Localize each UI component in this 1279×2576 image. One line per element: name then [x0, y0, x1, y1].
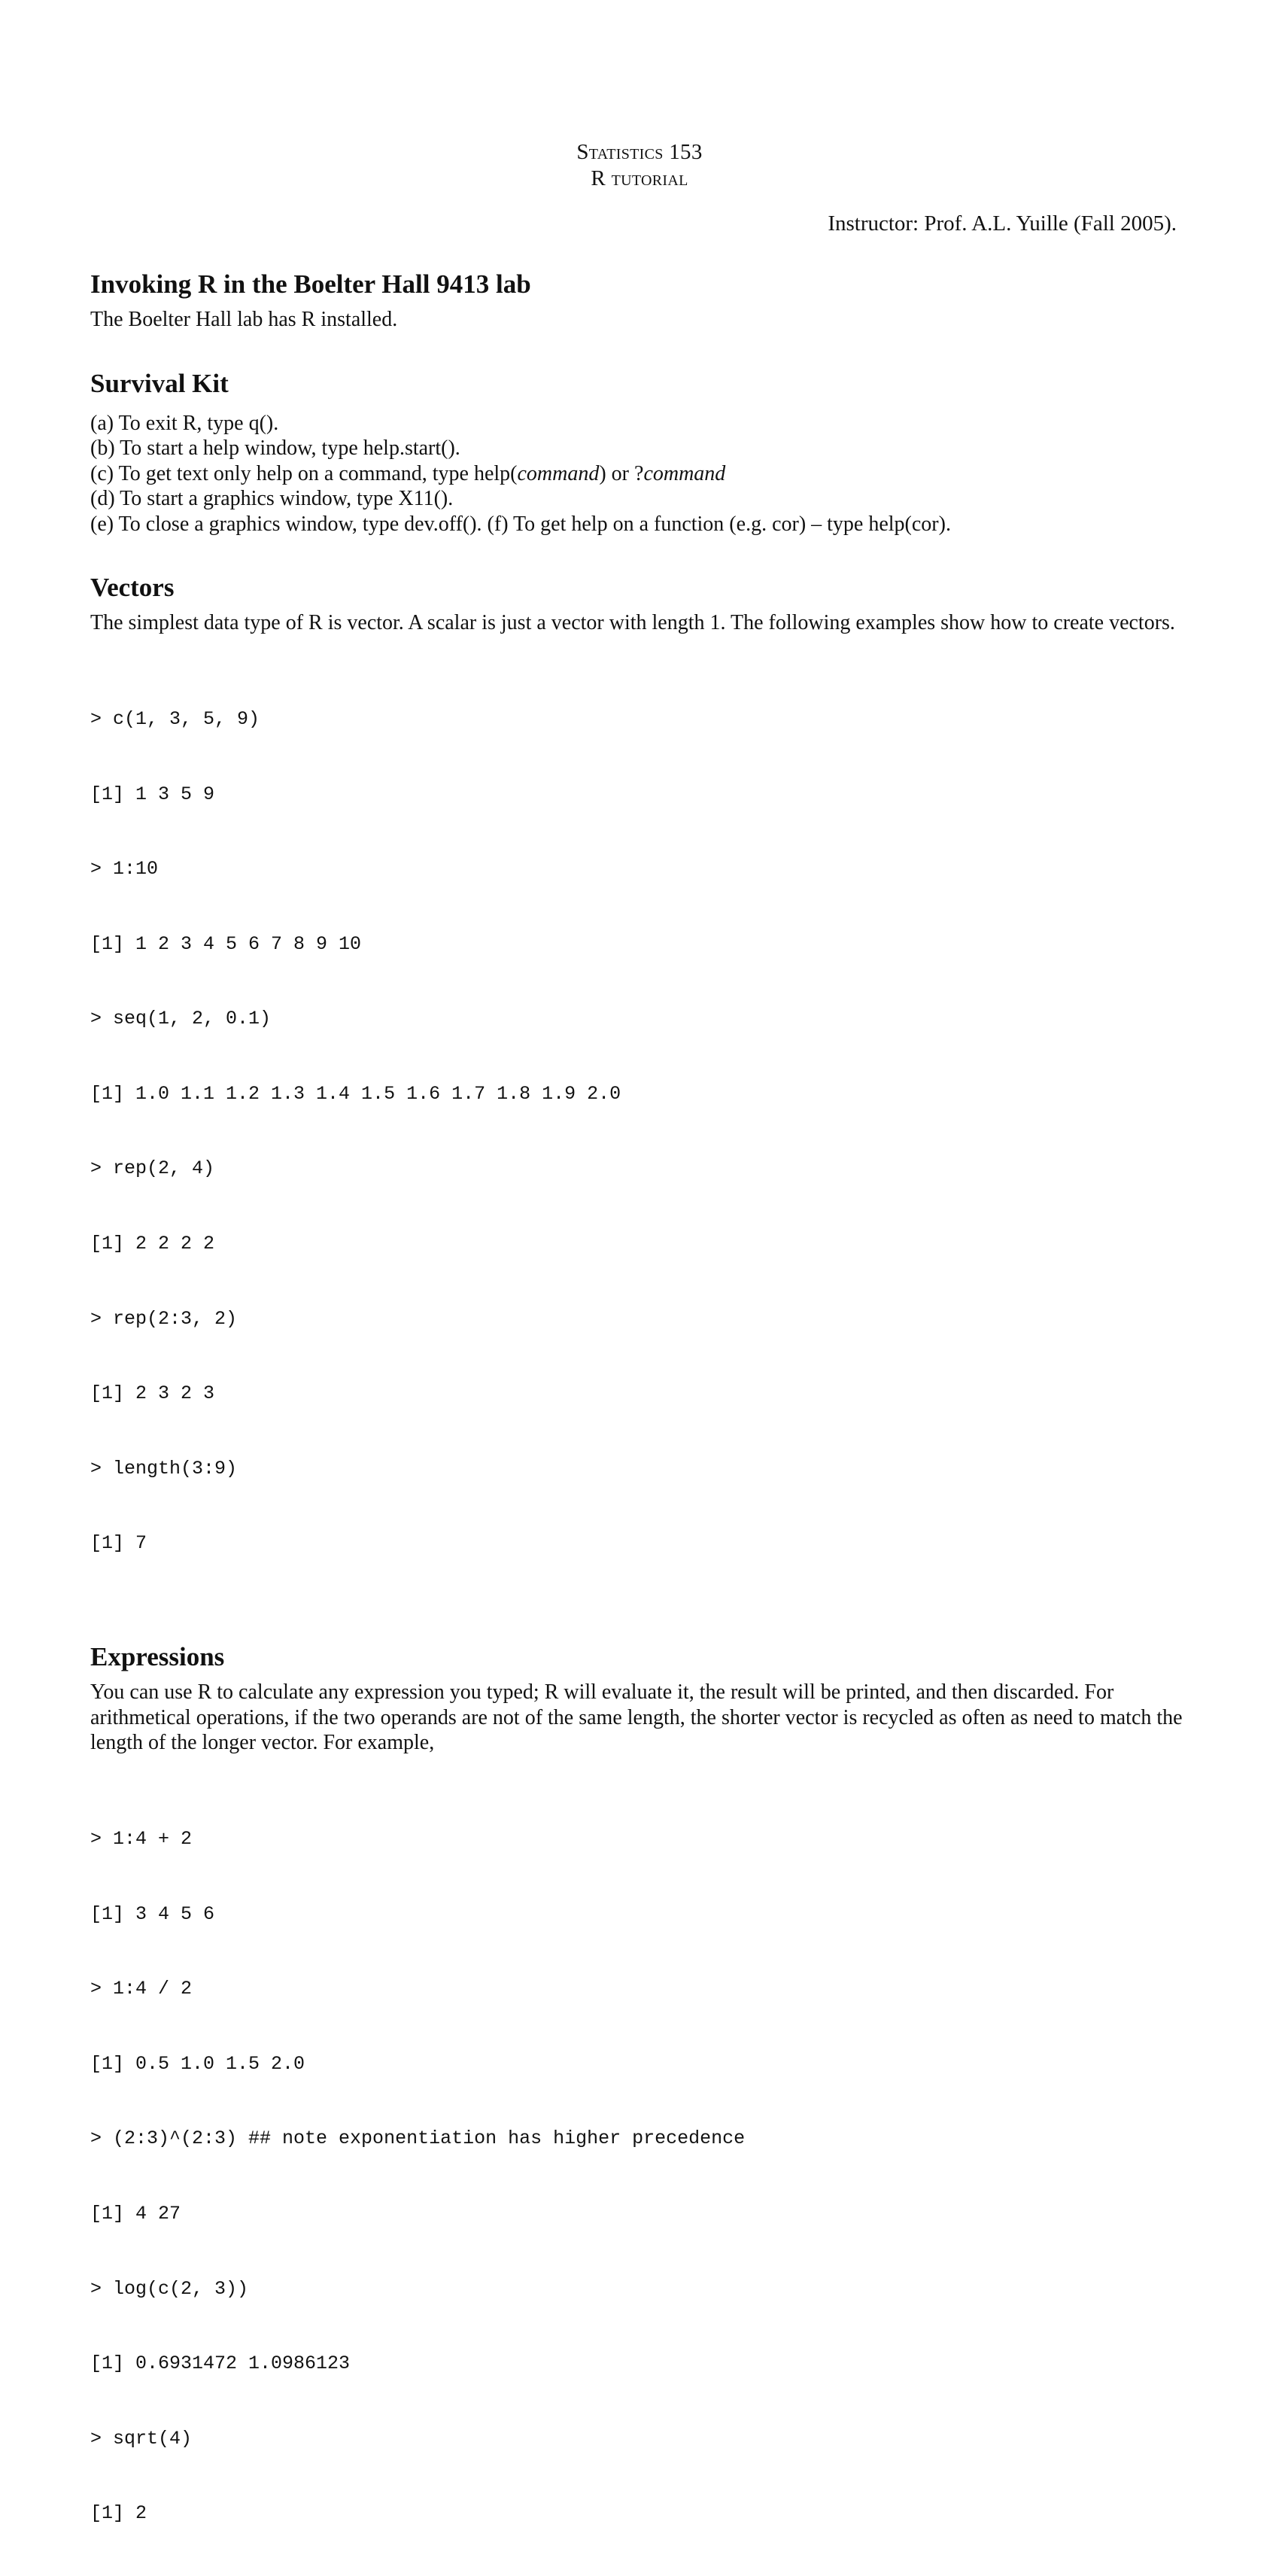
- survival-item-c-command-2: command: [643, 461, 726, 485]
- survival-item-d: (d) To start a graphics window, type X11().: [90, 487, 454, 510]
- tutorial-subtitle: R tutorial: [591, 166, 688, 190]
- code-line: [1] 7: [90, 1532, 147, 1555]
- paragraph-vectors: The simplest data type of R is vector. A scalar is just a vector with length 1. The following examples show how to create vectors.: [90, 611, 1175, 634]
- code-line: > (2:3)^(2:3) ## note exponentiation has higher precedence: [90, 2127, 746, 2150]
- code-line: [1] 0.6931472 1.0986123: [90, 2352, 351, 2375]
- survival-kit-list: [90, 411, 1189, 537]
- code-line: [1] 2 2 2 2: [90, 1233, 215, 1255]
- code-line: > sqrt(4): [90, 2427, 193, 2450]
- paragraph-expressions: You can use R to calculate any expression you typed; R will evaluate it, the result will be printed, and then discarded. For arithmetical operations, if the two operands are not of the same length, the shorter vector is recycled as often as need to match the length of the longer vector. For example,: [90, 1680, 1183, 1755]
- title-block: [90, 139, 1189, 192]
- code-line: > seq(1, 2, 0.1): [90, 1008, 272, 1030]
- code-line: [1] 3 4 5 6: [90, 1902, 215, 1925]
- course-title: Statistics 153: [576, 140, 703, 164]
- code-line: [1] 0.5 1.0 1.5 2.0: [90, 2052, 305, 2075]
- survival-item-c: [90, 461, 1189, 487]
- survival-item-b: (b) To start a help window, type help.start().: [90, 436, 460, 460]
- survival-item-a: (a) To exit R, type q().: [90, 411, 279, 435]
- code-line: [1] 2 3 2 3: [90, 1382, 215, 1405]
- heading-invoking: Invoking R in the Boelter Hall 9413 lab: [90, 269, 531, 299]
- survival-item-e: (e) To close a graphics window, type dev.off(). (f) To get help on a function (e.g. cor) – type help(cor).: [90, 512, 951, 536]
- heading-expressions: Expressions: [90, 1642, 225, 1672]
- code-line: > 1:4 / 2: [90, 1978, 193, 2000]
- code-line: > length(3:9): [90, 1457, 238, 1480]
- document-page: [90, 139, 1189, 2525]
- code-line: > rep(2:3, 2): [90, 1307, 238, 1330]
- code-block-vectors: [90, 657, 1189, 1607]
- instructor-line: Instructor: Prof. A.L. Yuille (Fall 2005).: [828, 211, 1177, 236]
- code-line: [1] 1 2 3 4 5 6 7 8 9 10: [90, 932, 362, 955]
- paragraph-invoking: The Boelter Hall lab has R installed.: [90, 308, 398, 331]
- code-block-expressions: [90, 1777, 1189, 2576]
- heading-vectors: Vectors: [90, 573, 175, 602]
- code-line: > rep(2, 4): [90, 1157, 215, 1180]
- survival-item-c-mid: ) or ?: [599, 461, 644, 485]
- code-line: > 1:10: [90, 858, 159, 880]
- heading-survival-kit: Survival Kit: [90, 368, 229, 398]
- survival-item-c-command: command: [517, 461, 600, 485]
- code-line: > c(1, 3, 5, 9): [90, 707, 260, 730]
- survival-item-c-prefix: (c) To get text only help on a command, type help(: [90, 461, 518, 485]
- code-line: > 1:4 + 2: [90, 1827, 193, 1850]
- code-line: [1] 1.0 1.1 1.2 1.3 1.4 1.5 1.6 1.7 1.8 1.9 2.0: [90, 1082, 621, 1105]
- code-line: > log(c(2, 3)): [90, 2277, 249, 2300]
- code-line: [1] 1 3 5 9: [90, 783, 215, 805]
- code-line: [1] 4 27: [90, 2202, 181, 2225]
- code-line: [1] 2: [90, 2502, 147, 2525]
